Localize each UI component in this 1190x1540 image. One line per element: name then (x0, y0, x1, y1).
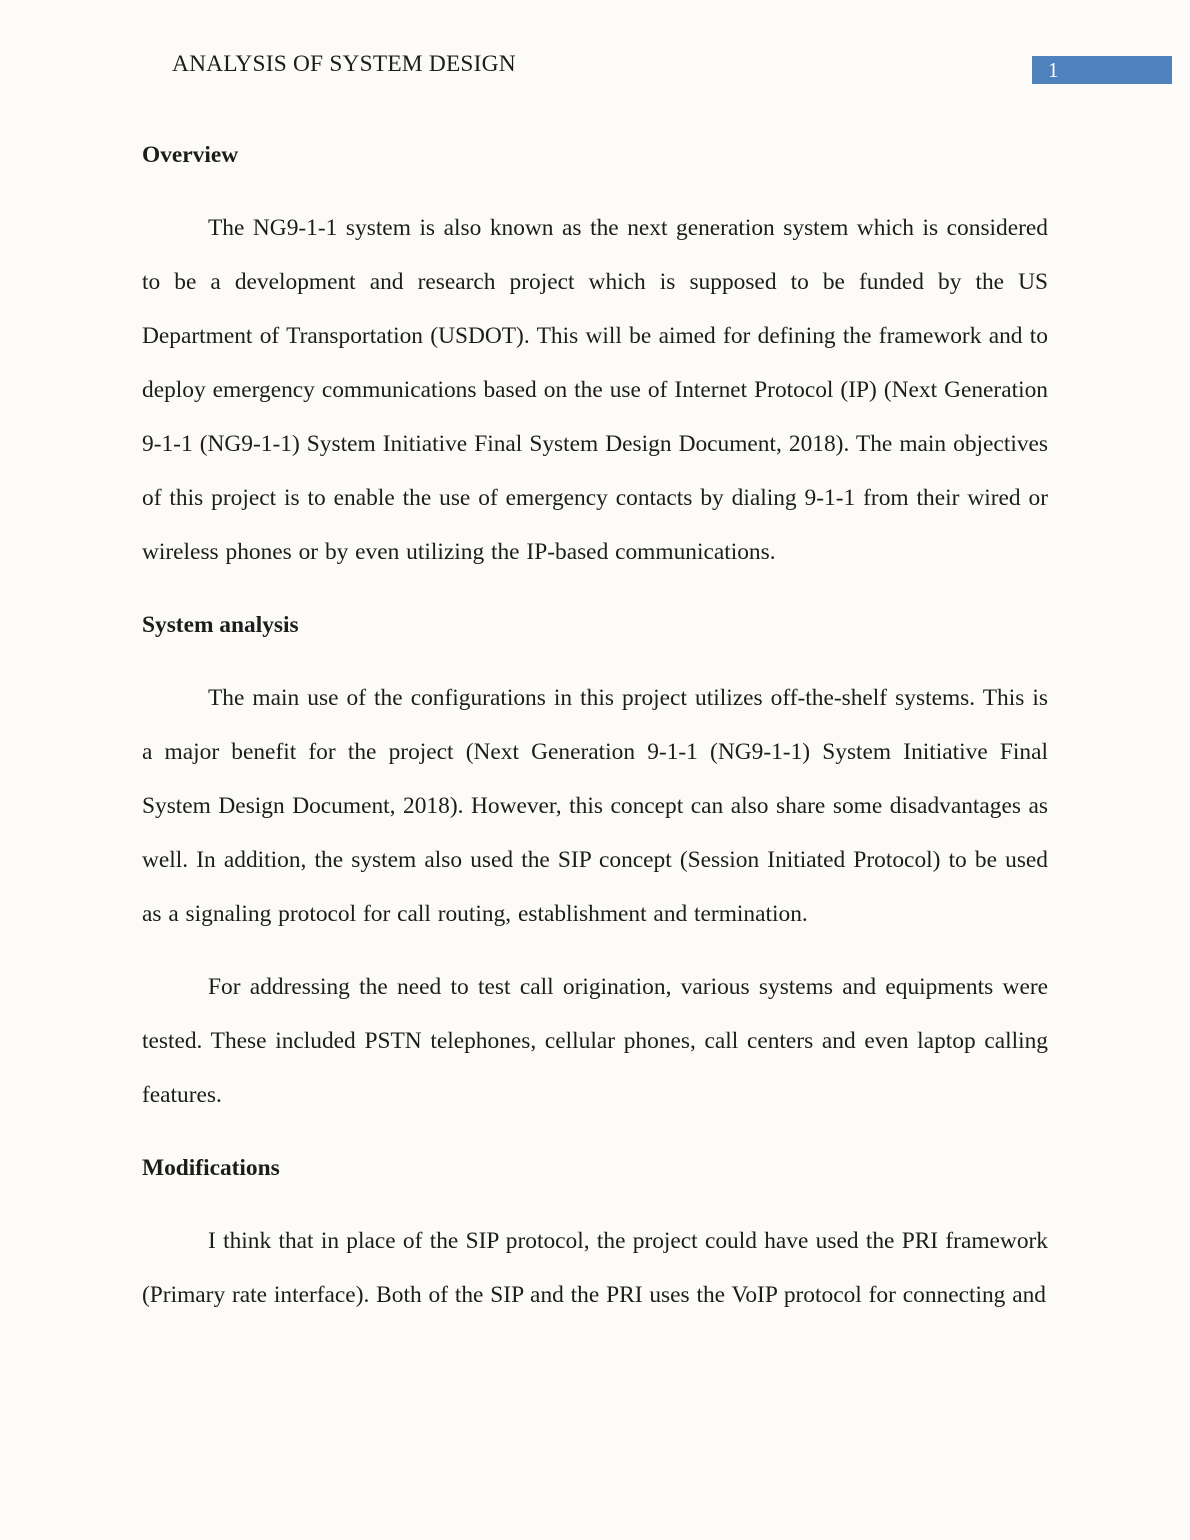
section-heading-modifications: Modifications (142, 1155, 280, 1181)
section-heading-system-analysis: System analysis (142, 612, 299, 638)
page-number: 1 (1048, 58, 1059, 82)
section-heading-overview: Overview (142, 142, 239, 168)
document-body (142, 128, 1048, 1341)
running-head: ANALYSIS OF SYSTEM DESIGN (172, 51, 516, 77)
paragraph-system-analysis-2: For addressing the need to test call origination, various systems and equipments were tested. These included PSTN telephones, cellular phones, call centers and even laptop calling features. (142, 974, 1048, 1108)
paragraph-overview-1: The NG9-1-1 system is also known as the next generation system which is considered to be a development and research project which is supposed to be funded by the US Department of Transportation (USDOT). This will be aimed for defining the framework and to deploy emergency communications based on the use of Internet Protocol (IP) (Next Generation 9-1-1 (NG9-1-1) System Initiative Final System Design Document, 2018). The main objectives of this project is to enable the use of emergency contacts by dialing 9-1-1 from their wired or wireless phones or by even utilizing the IP-based communications. (142, 215, 1048, 565)
page-number-box (1032, 56, 1172, 84)
paragraph-modifications-1: I think that in place of the SIP protocol, the project could have used the PRI framework (Primary rate interface). Both of the SIP and the PRI uses the VoIP protocol for connecting and (142, 1228, 1048, 1308)
paragraph-system-analysis-1: The main use of the configurations in this project utilizes off-the-shelf systems. This is a major benefit for the project (Next Generation 9-1-1 (NG9-1-1) System Initiative Final System Design Document, 2018). However, this concept can also share some disadvantages as well. In addition, the system also used the SIP concept (Session Initiated Protocol) to be used as a signaling protocol for call routing, establishment and termination. (142, 685, 1048, 927)
